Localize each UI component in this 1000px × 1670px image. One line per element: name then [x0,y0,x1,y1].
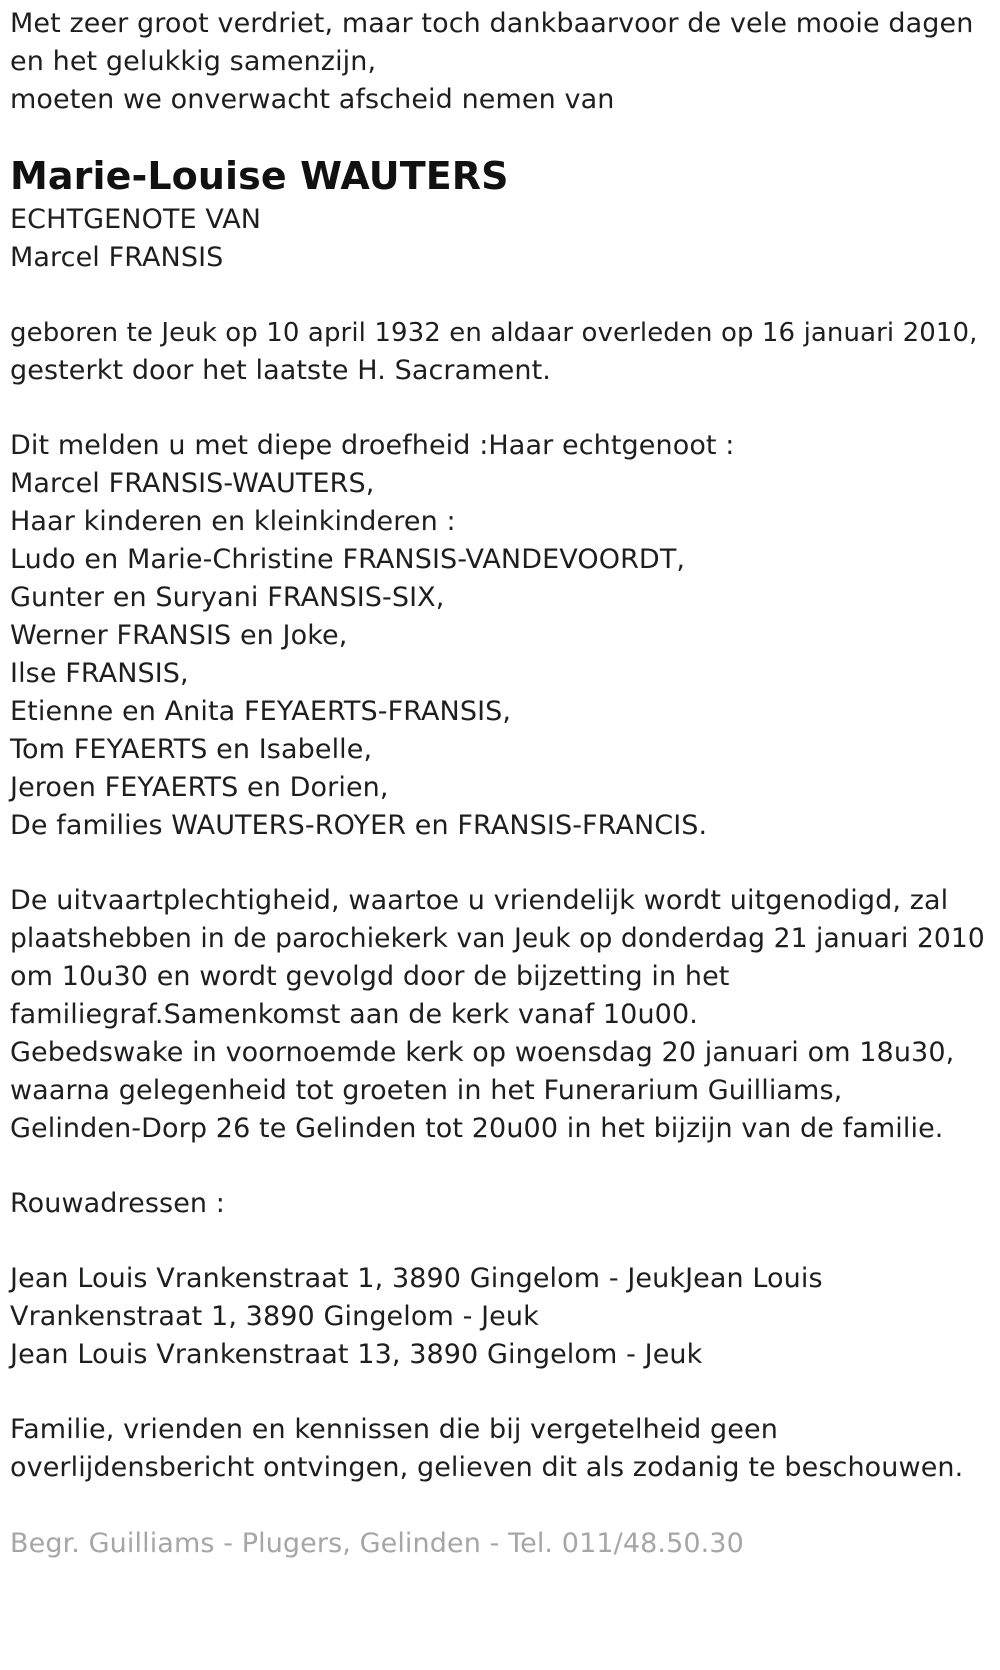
funeral-line: familiegraf.Samenkomst aan de kerk vanaf 10u00. [10,999,698,1030]
funeral-home-footer: Begr. Guilliams - Plugers, Gelinden - Tel. 011/48.50.30 [10,1528,744,1559]
mourners-line: Ilse FRANSIS, [10,658,189,689]
mourners-line: Tom FEYAERTS en Isabelle, [10,734,373,765]
address-line: Vrankenstraat 1, 3890 Gingelom - Jeuk [10,1301,539,1332]
funeral-line: om 10u30 en wordt gevolgd door de bijzetting in het [10,961,730,992]
mourners-line: Werner FRANSIS en Joke, [10,620,348,651]
intro-line: Met zeer groot verdriet, maar toch dankbaarvoor de vele mooie dagen [10,8,974,39]
closing-line: overlijdensbericht ontvingen, gelieven dit als zodanig te beschouwen. [10,1452,964,1483]
intro-line: en het gelukkig samenzijn, [10,46,377,77]
funeral-line: Gebedswake in voornoemde kerk op woensdag 20 januari om 18u30, [10,1037,955,1068]
funeral-line: Gelinden-Dorp 26 te Gelinden tot 20u00 in het bijzijn van de familie. [10,1113,944,1144]
mourners-line: Dit melden u met diepe droefheid :Haar echtgenoot : [10,430,735,461]
mourners-line: De families WAUTERS-ROYER en FRANSIS-FRANCIS. [10,810,708,841]
funeral-line: De uitvaartplechtigheid, waartoe u vriendelijk wordt uitgenodigd, zal [10,885,949,916]
relation-label: ECHTGENOTE VAN [10,204,262,235]
closing-line: Familie, vrienden en kennissen die bij vergetelheid geen [10,1414,778,1445]
spouse-name: Marcel FRANSIS [10,242,224,273]
birth-death-line: gesterkt door het laatste H. Sacrament. [10,355,551,386]
funeral-line: plaatshebben in de parochiekerk van Jeuk op donderdag 21 januari 2010 [10,923,985,954]
mourners-line: Ludo en Marie-Christine FRANSIS-VANDEVOORDT, [10,544,686,575]
mourners-line: Gunter en Suryani FRANSIS-SIX, [10,582,445,613]
address-line: Jean Louis Vrankenstraat 13, 3890 Gingelom - Jeuk [10,1339,703,1370]
mourners-line: Etienne en Anita FEYAERTS-FRANSIS, [10,696,512,727]
birth-death-line: geboren te Jeuk op 10 april 1932 en aldaar overleden op 16 januari 2010, [10,318,978,348]
intro-line: moeten we onverwacht afscheid nemen van [10,84,615,115]
mourners-line: Haar kinderen en kleinkinderen : [10,506,456,537]
deceased-name: Marie-Louise WAUTERS [10,154,509,198]
address-line: Jean Louis Vrankenstraat 1, 3890 Gingelom - JeukJean Louis [10,1263,823,1294]
mourners-line: Jeroen FEYAERTS en Dorien, [10,772,389,803]
funeral-line: waarna gelegenheid tot groeten in het Funerarium Guilliams, [10,1075,843,1106]
addresses-heading: Rouwadressen : [10,1188,226,1219]
mourners-line: Marcel FRANSIS-WAUTERS, [10,468,375,499]
